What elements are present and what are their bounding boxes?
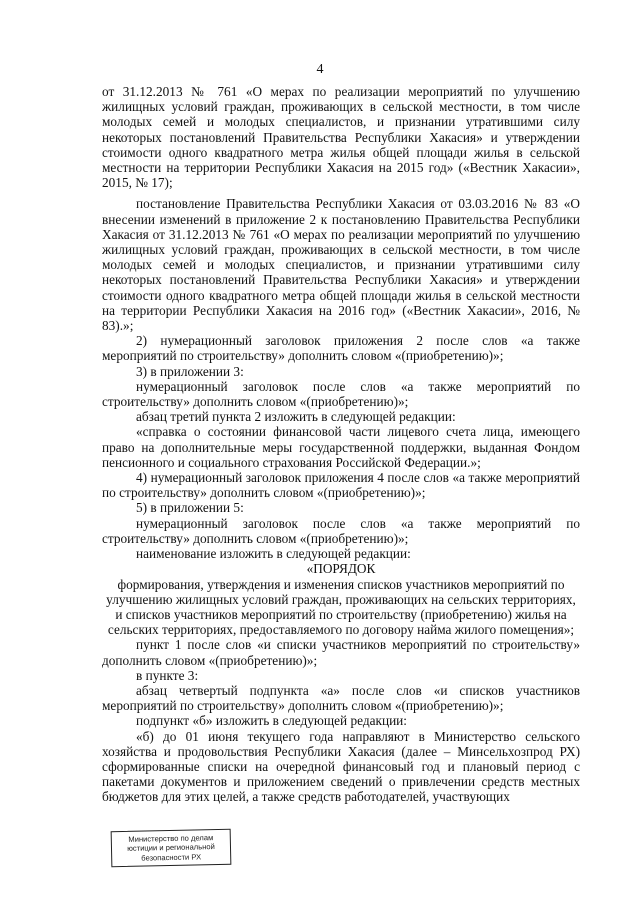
paragraph: от 31.12.2013 № 761 «О мерах по реализации мероприятий по улучшению жилищных условий граждан, проживающих в сельской местности, в том числе молодых семей и молодых специалистов, и признании утратившими силу некоторых постановлений Правительства Республики Хакасия» и утверждении стоимости одного квадратного метра жилья общей площади жилья в сельской местности на территории Республики Хакасия на 2015 год» («Вестник Хакасии», 2015, № 17);: [102, 84, 580, 191]
page-number: 4: [316, 62, 324, 77]
paragraph: 2) нумерационный заголовок приложения 2 после слов «а также мероприятий по строительству» дополнить словом «(приобретению)»;: [102, 333, 580, 364]
paragraph: абзац четвертый подпункта «а» после слов «и списков участников мероприятий по строительству» дополнить словом «(приобретению)»;: [102, 682, 580, 714]
paragraph: 5) в приложении 5:: [136, 500, 244, 516]
paragraph: в пункте 3:: [136, 667, 199, 683]
paragraph: «справка о состоянии финансовой части лицевого счета лица, имеющего право на дополнительные меры государственной поддержки, выданная Фондом пенсионного и социального страхования Российской Федерации.»;: [102, 424, 580, 470]
paragraph: наименование изложить в следующей редакции:: [136, 546, 411, 562]
registration-stamp: [111, 829, 232, 868]
paragraph: подпункт «б» изложить в следующей редакции:: [136, 713, 407, 729]
stamp-line: юстиции и региональной: [127, 842, 215, 854]
paragraph: постановление Правительства Республики Хакасия от 03.03.2016 № 83 «О внесении изменений в приложение 2 к постановлению Правительства Республики Хакасия от 31.12.2013 № 761 «О мерах по реализации мероприятий по улучшению жилищных условий граждан, проживающих в сельской местности, в том числе молодых семей и молодых специалистов, и признании утратившими силу некоторых постановлений Правительства Республики Хакасия» и утверждении стоимости одного квадратного метра общей площади жилья в сельской местности на территории Республики Хакасия на 2016 год» («Вестник Хакасии», 2016, № 83).»;: [102, 196, 580, 334]
stamp-line: Министерство по делам: [128, 833, 214, 844]
paragraph: пункт 1 после слов «и списки участников мероприятий по строительству» дополнить словом «(приобретению)»;: [102, 637, 580, 668]
paragraph: нумерационный заголовок после слов «а также мероприятий по строительству» дополнить словом «(приобретению)»;: [102, 515, 580, 546]
stamp-line: безопасности РХ: [141, 852, 202, 863]
paragraph: нумерационный заголовок после слов «а также мероприятий по строительству» дополнить словом «(приобретению)»;: [102, 378, 580, 410]
paragraph: 4) нумерационный заголовок приложения 4 после слов «а также мероприятий по строительству» дополнить словом «(приобретению)»;: [102, 470, 580, 501]
paragraph: «б) до 01 июня текущего года направляют в Министерство сельского хозяйства и продовольствия Республики Хакасия (далее – Минсельхозпрод РХ) сформированные списки на очередной финансовый год и плановый период с пакетами документов и приложением сведений о привлечении средств местных бюджетов для этих целей, а также средств работодателей, участвующих: [102, 728, 580, 805]
paragraph: абзац третий пункта 2 изложить в следующей редакции:: [136, 409, 456, 425]
document-body: [102, 84, 580, 805]
section-subtitle: формирования, утверждения и изменения списков участников мероприятий по улучшению жилищных условий граждан, проживающих на сельских территориях, и списков участников мероприятий по строительству (приобретению) жилья на сельских территориях, предоставляемого по договору найма жилого помещения»;: [106, 576, 576, 638]
paragraph: 3) в приложении 3:: [136, 363, 244, 379]
section-title: «ПОРЯДОК: [306, 561, 376, 577]
